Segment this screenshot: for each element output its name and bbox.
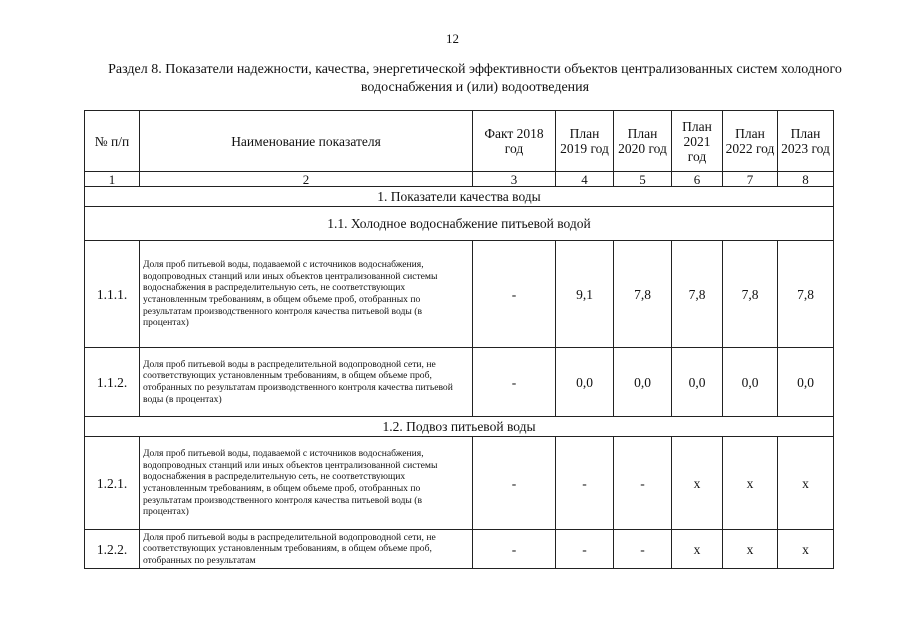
header-cell: План 2019 год: [556, 111, 614, 172]
value-cell: -: [473, 348, 556, 417]
value-cell: 7,8: [614, 241, 672, 348]
table-row: [85, 241, 834, 348]
indicator-name: Доля проб питьевой воды, подаваемой с источников водоснабжения, водопроводных станций или иных объектов централизованной системы водоснабжения в распределительную сеть, не соответствующих установленным требованиям, в общем объеме проб, отобранных по результатам производственного контроля качества питьевой воды (в процентах): [140, 437, 473, 530]
column-number: 3: [473, 172, 556, 187]
indicator-name: Доля проб питьевой воды в распределительной водопроводной сети, не соответствующих установленным требованиям, в общем объеме проб, отобранных по результатам: [140, 530, 473, 569]
column-number-row: [85, 172, 834, 187]
value-cell: x: [778, 530, 834, 569]
subsection-heading: 1.2. Подвоз питьевой воды: [85, 417, 834, 437]
header-cell: План 2023 год: [778, 111, 834, 172]
row-number: 1.1.1.: [85, 241, 140, 348]
section-heading: 1. Показатели качества воды: [85, 187, 834, 207]
column-number: 8: [778, 172, 834, 187]
subsection-row: [85, 417, 834, 437]
indicator-name: Доля проб питьевой воды в распределительной водопроводной сети, не соответствующих установленным требованиям, в общем объеме проб, отобранных по результатам производственного контроля качества питьевой воды (в процентах): [140, 348, 473, 417]
value-cell: -: [614, 530, 672, 569]
header-row: [85, 111, 834, 172]
column-number: 1: [85, 172, 140, 187]
column-number: 6: [672, 172, 723, 187]
section-title: Раздел 8. Показатели надежности, качества, энергетической эффективности объектов централизованных систем холодного водоснабжения и (или) водоотведения: [108, 62, 842, 95]
value-cell: 9,1: [556, 241, 614, 348]
table-row: [85, 530, 834, 569]
section-row: [85, 187, 834, 207]
value-cell: 0,0: [723, 348, 778, 417]
header-cell: План 2022 год: [723, 111, 778, 172]
row-number: 1.2.1.: [85, 437, 140, 530]
value-cell: 0,0: [614, 348, 672, 417]
table-row: [85, 348, 834, 417]
value-cell: x: [672, 437, 723, 530]
column-number: 5: [614, 172, 672, 187]
column-number: 7: [723, 172, 778, 187]
value-cell: 0,0: [778, 348, 834, 417]
column-number: 2: [140, 172, 473, 187]
value-cell: 0,0: [672, 348, 723, 417]
value-cell: x: [672, 530, 723, 569]
value-cell: -: [556, 437, 614, 530]
header-cell: План 2021 год: [672, 111, 723, 172]
value-cell: -: [473, 241, 556, 348]
page-number: 12: [446, 31, 459, 46]
value-cell: x: [723, 530, 778, 569]
header-cell: Факт 2018 год: [473, 111, 556, 172]
value-cell: x: [778, 437, 834, 530]
value-cell: -: [473, 530, 556, 569]
value-cell: 7,8: [778, 241, 834, 348]
table-row: [85, 437, 834, 530]
row-number: 1.1.2.: [85, 348, 140, 417]
value-cell: 0,0: [556, 348, 614, 417]
value-cell: 7,8: [672, 241, 723, 348]
indicators-table: [84, 110, 834, 569]
value-cell: -: [556, 530, 614, 569]
row-number: 1.2.2.: [85, 530, 140, 569]
column-number: 4: [556, 172, 614, 187]
value-cell: 7,8: [723, 241, 778, 348]
value-cell: -: [614, 437, 672, 530]
subsection-row: [85, 207, 834, 241]
header-cell: № п/п: [85, 111, 140, 172]
subsection-heading: 1.1. Холодное водоснабжение питьевой водой: [85, 207, 834, 241]
header-cell: Наименование показателя: [140, 111, 473, 172]
header-cell: План 2020 год: [614, 111, 672, 172]
indicator-name: Доля проб питьевой воды, подаваемой с источников водоснабжения, водопроводных станций или иных объектов централизованной системы водоснабжения в распределительную сеть, не соответствующих установленным требованиям, в общем объеме проб, отобранных по результатам производственного контроля качества питьевой воды (в процентах): [140, 241, 473, 348]
value-cell: -: [473, 437, 556, 530]
value-cell: x: [723, 437, 778, 530]
